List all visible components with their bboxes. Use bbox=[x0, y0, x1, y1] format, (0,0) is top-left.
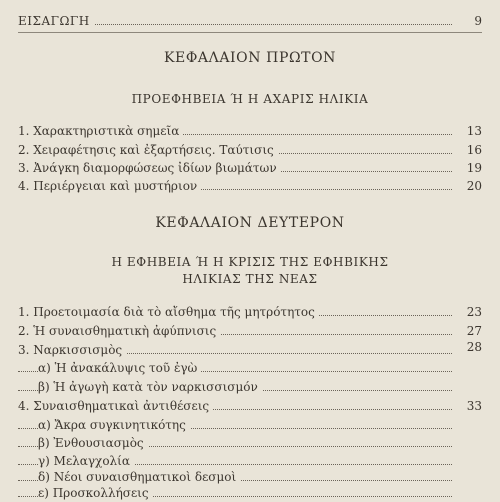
toc-subentry bbox=[18, 484, 482, 502]
page-number: 20 bbox=[466, 179, 482, 193]
entry-title: ΕΙΣΑΓΩΓΗ bbox=[18, 12, 94, 30]
toc-entry bbox=[18, 122, 482, 140]
toc-entry-intro bbox=[18, 12, 482, 30]
toc-entry bbox=[18, 322, 482, 340]
toc-entry bbox=[18, 141, 482, 159]
entry-title: 4. Συναισθηματικαὶ ἀντιθέσεις bbox=[18, 397, 213, 415]
page-number: 23 bbox=[466, 305, 482, 319]
toc-entry bbox=[18, 303, 482, 321]
divider-rule bbox=[18, 32, 482, 33]
toc-subentry bbox=[18, 434, 482, 452]
page-number: 13 bbox=[466, 124, 482, 138]
entry-title: 2. Χειραφέτησις καὶ ἐξαρτήσεις. Ταύτισις bbox=[18, 141, 278, 159]
page-number: 28 bbox=[466, 340, 482, 354]
entry-title: 3. Ἀνάγκη διαμορφώσεως ἰδίων βιωμάτων bbox=[18, 159, 281, 177]
entry-title: β) Ἡ ἀγωγὴ κατὰ τὸν ναρκισσισμόν bbox=[38, 378, 262, 396]
page-number: 33 bbox=[466, 399, 482, 413]
toc-entry bbox=[18, 397, 482, 415]
page-number: 19 bbox=[466, 161, 482, 175]
entry-title: 3. Ναρκισσισμὸς bbox=[18, 341, 126, 359]
toc-subentry bbox=[18, 416, 482, 434]
chapter-2-subheading: ΗΛΙΚΙΑΣ ΤΗΣ ΝΕΑΣ bbox=[182, 272, 318, 286]
entry-title: β) Ἐνθουσιασμὸς bbox=[38, 434, 148, 452]
toc-entry bbox=[18, 177, 482, 195]
chapter-2-heading: ΚΕΦΑΛΑΙΟΝ ΔΕΥΤΕΡΟΝ bbox=[155, 215, 345, 231]
entry-title: 4. Περιέργειαι καὶ μυστήριον bbox=[18, 177, 201, 195]
toc-subentry bbox=[18, 378, 482, 396]
toc-entry bbox=[18, 341, 482, 359]
page-number: 16 bbox=[466, 143, 482, 157]
chapter-2-subheading: Η ΕΦΗΒΕΙΑ Ή Η ΚΡΙΣΙΣ ΤΗΣ ΕΦΗΒΙΚΗΣ bbox=[111, 255, 389, 269]
entry-title: 2. Ἡ συναισθηματικὴ ἀφύπνισις bbox=[18, 322, 220, 340]
entry-title: δ) Νέοι συναισθηματικοὶ δεσμοὶ bbox=[38, 468, 240, 486]
toc-entry bbox=[18, 159, 482, 177]
entry-title: α) Ἄκρα συγκινητικότης bbox=[38, 416, 190, 434]
page-number: 27 bbox=[466, 324, 482, 338]
entry-title: 1. Χαρακτηριστικὰ σημεῖα bbox=[18, 122, 183, 140]
page-number: 9 bbox=[474, 14, 482, 28]
toc-subentry bbox=[18, 359, 482, 377]
entry-title: α) Ἡ ἀνακάλυψις τοῦ ἐγὼ bbox=[38, 359, 201, 377]
chapter-1-subheading: ΠΡΟΕΦΗΒΕΙΑ Ή Η ΑΧΑΡΙΣ ΗΛΙΚΙΑ bbox=[131, 92, 369, 106]
entry-title: ε) Προσκολλήσεις bbox=[38, 484, 153, 502]
chapter-1-heading: ΚΕΦΑΛΑΙΟΝ ΠΡΩΤΟΝ bbox=[163, 50, 337, 66]
entry-title: 1. Προετοιμασία διὰ τὸ αἴσθημα τῆς μητρότητος bbox=[18, 303, 319, 321]
entry-title: γ) Μελαγχολία bbox=[38, 452, 134, 470]
